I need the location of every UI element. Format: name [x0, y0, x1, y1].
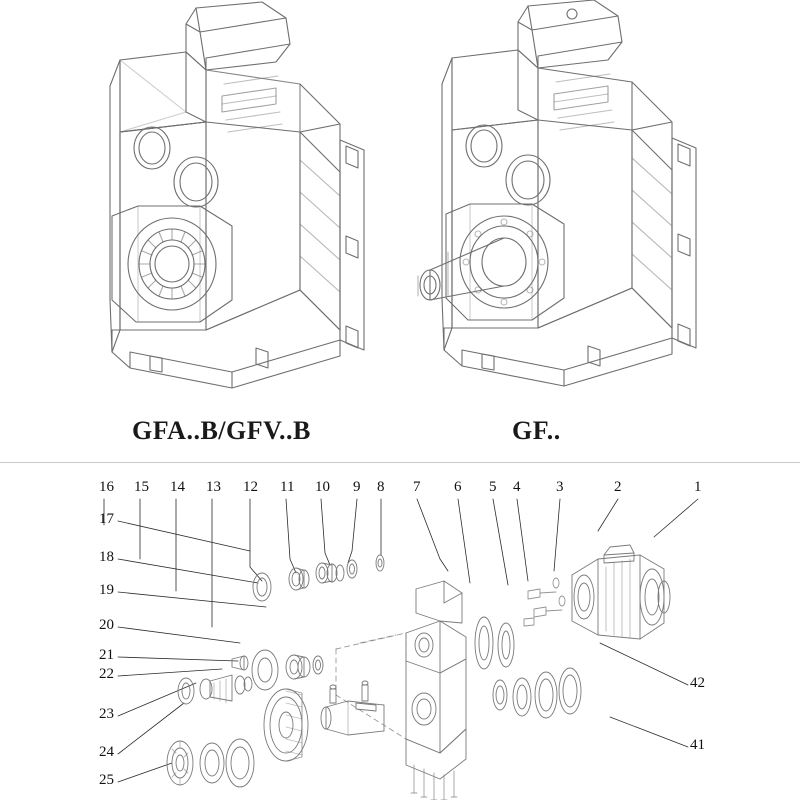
- callout-5: 5: [489, 479, 497, 495]
- callout-21: 21: [99, 647, 114, 663]
- callout-24: 24: [99, 744, 114, 760]
- exploded-parts-diagram: [0, 463, 800, 800]
- callout-11: 11: [280, 479, 295, 495]
- callout-6: 6: [454, 479, 462, 495]
- callout-25: 25: [99, 772, 114, 788]
- callout-23: 23: [99, 706, 114, 722]
- caption-left-gear-unit: GFA..B/GFV..B: [132, 416, 311, 445]
- callout-7: 7: [413, 479, 421, 495]
- callout-14: 14: [170, 479, 185, 495]
- caption-right-gear-unit: GF..: [512, 416, 561, 445]
- callout-9: 9: [353, 479, 361, 495]
- callout-22: 22: [99, 666, 114, 682]
- callout-15: 15: [134, 479, 149, 495]
- callout-2: 2: [614, 479, 622, 495]
- callout-13: 13: [206, 479, 221, 495]
- callout-4: 4: [513, 479, 521, 495]
- callout-20: 20: [99, 617, 114, 633]
- callout-12: 12: [243, 479, 258, 495]
- callout-8: 8: [377, 479, 385, 495]
- callout-16: 16: [99, 479, 114, 495]
- exploded-parts-svg: [0, 463, 800, 800]
- callout-18: 18: [99, 549, 114, 565]
- right-gear-unit-drawing: [418, 0, 696, 386]
- callout-10: 10: [315, 479, 330, 495]
- left-gear-unit-drawing: [110, 2, 364, 388]
- callout-1: 1: [694, 479, 702, 495]
- callout-42: 42: [690, 675, 705, 691]
- callout-41: 41: [690, 737, 705, 753]
- callout-3: 3: [556, 479, 564, 495]
- callout-17: 17: [99, 511, 114, 527]
- callout-19: 19: [99, 582, 114, 598]
